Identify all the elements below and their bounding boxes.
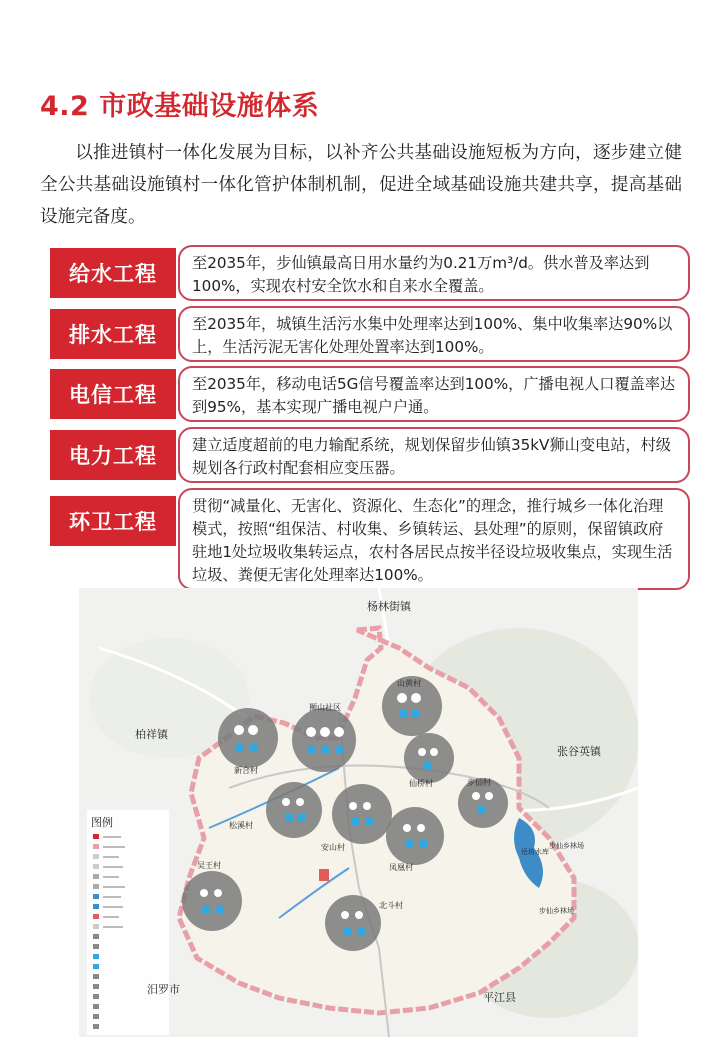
village-label: 安山村 <box>321 843 345 852</box>
section-label: 给水工程 <box>50 248 176 298</box>
village-cluster <box>404 733 454 783</box>
town-label: 柏祥镇 <box>135 728 168 741</box>
map-legend <box>87 810 169 1035</box>
section-label: 电信工程 <box>50 369 176 419</box>
town-label: 平江县 <box>483 991 516 1004</box>
village-cluster <box>332 784 392 844</box>
village-label: 仙桥村 <box>409 779 433 788</box>
village-label: 步仙村 <box>467 778 491 787</box>
section-description: 贯彻“减量化、无害化、资源化、生态化”的理念，推行城乡一体化治理模式，按照“组保洁、村收集、乡镇转运、县处理”的原则，保留镇政府驻地1处垃圾收集转运点，农村各居民点按半径设垃圾收集点，实现生活垃圾、粪便无害化处理率达100%。 <box>178 488 690 590</box>
intro-text: 以推进镇村一体化发展为目标，以补齐公共基础设施短板为方向，逐步建立健全公共基础设施镇村一体化管护体制机制，促进全域基础设施共建共享，提高基础设施完备度。 <box>40 143 682 227</box>
legend-title: 图例 <box>91 816 113 829</box>
section-description: 至2035年，移动电话5G信号覆盖率达到100%，广播电视人口覆盖率达到95%，基本实现广播电视户户通。 <box>178 366 690 422</box>
village-cluster <box>292 708 356 772</box>
village-label: 松溪村 <box>229 821 253 830</box>
section-description: 至2035年，城镇生活污水集中处理率达到100%、集中收集率达90%以上，生活污泥无害化处理处置率达到100%。 <box>178 306 690 362</box>
intro-paragraph <box>40 137 682 233</box>
infrastructure-map <box>79 588 638 1037</box>
village-cluster <box>266 782 322 838</box>
map-label: 岳坊水库 <box>521 848 549 856</box>
section-description: 建立适度超前的电力输配系统，规划保留步仙镇35kV狮山变电站，村级规划各行政村配套相应变压器。 <box>178 427 690 483</box>
village-label: 狮山社区 <box>309 703 341 712</box>
village-cluster <box>182 871 242 931</box>
town-label: 汨罗市 <box>147 983 180 996</box>
village-label: 山黄村 <box>397 679 421 688</box>
section-heading: 4.2 市政基础设施体系 <box>40 91 320 122</box>
town-label: 张谷英镇 <box>557 745 601 758</box>
map-label: 步仙乡林场 <box>539 907 574 915</box>
village-label: 吴王村 <box>197 861 221 870</box>
village-cluster <box>386 807 444 865</box>
village-label: 凤凰村 <box>389 863 413 872</box>
town-label: 杨林街镇 <box>367 600 411 613</box>
section-label: 电力工程 <box>50 430 176 480</box>
section-label: 排水工程 <box>50 309 176 359</box>
village-label: 新合村 <box>234 766 258 775</box>
village-cluster <box>218 708 278 768</box>
section-description: 至2035年，步仙镇最高日用水量约为0.21万m³/d。供水普及率达到100%，实现农村安全饮水和自来水全覆盖。 <box>178 245 690 301</box>
village-label: 北斗村 <box>379 901 403 910</box>
section-label: 环卫工程 <box>50 496 176 546</box>
village-cluster <box>325 895 381 951</box>
map-label: 步仙乡林场 <box>549 842 584 850</box>
